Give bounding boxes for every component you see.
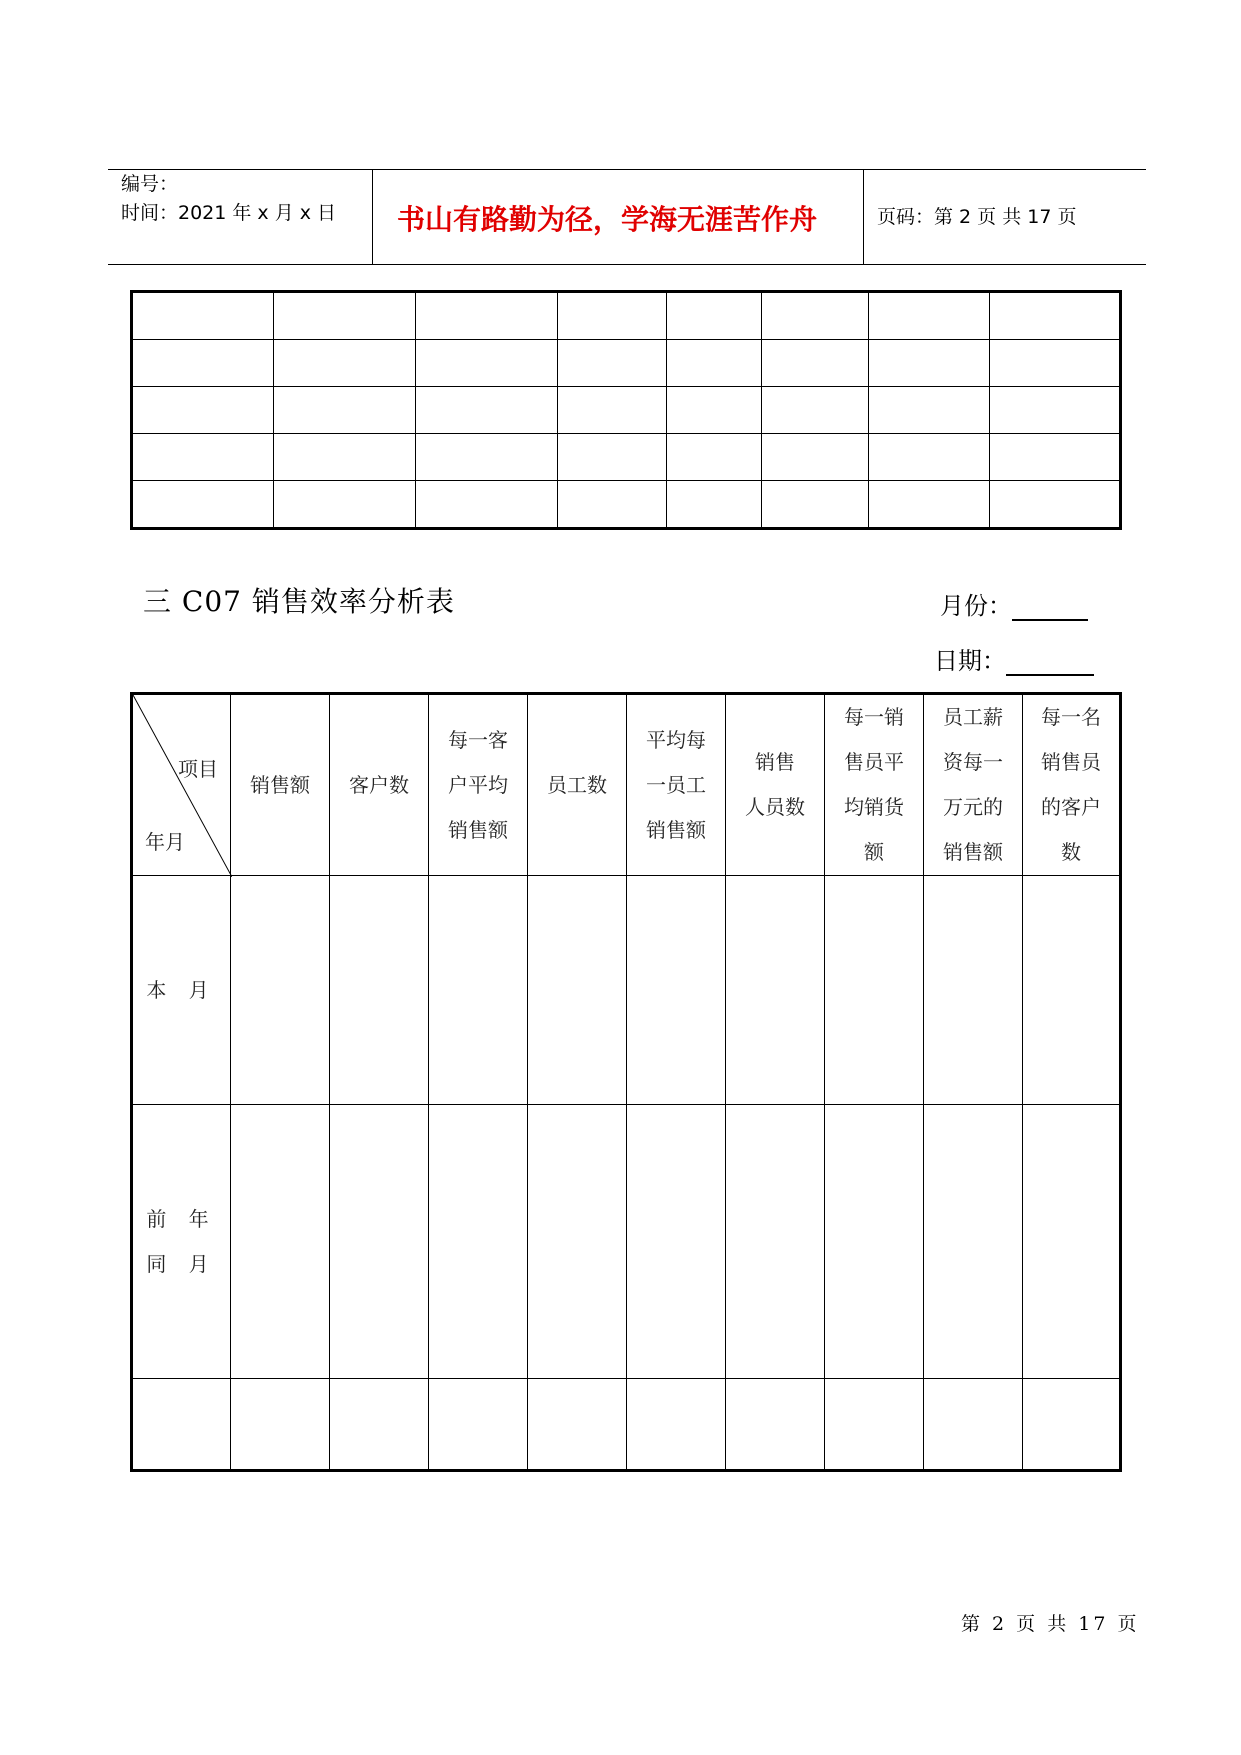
data-cell[interactable] (231, 1105, 330, 1379)
data-cell[interactable] (429, 1105, 528, 1379)
row-label (132, 1379, 231, 1471)
blank-cell (869, 387, 990, 434)
corner-header-cell (132, 694, 231, 876)
blank-cell (416, 387, 558, 434)
header-bottom-rule (108, 264, 1146, 265)
header-page-number: 页码：第 2 页 共 17 页 (877, 206, 1077, 228)
blank-cell (274, 292, 416, 340)
blank-cell (558, 387, 667, 434)
serial-number-label: 编号： (121, 173, 179, 195)
date-field (934, 641, 1094, 676)
data-cell[interactable] (726, 876, 825, 1105)
data-cell[interactable] (825, 1105, 924, 1379)
header-top-rule (108, 169, 1146, 170)
blank-cell (132, 340, 274, 387)
column-header: 员工薪 资每一 万元的 销售额 (924, 694, 1023, 876)
blank-cell (132, 434, 274, 481)
blank-cell (274, 387, 416, 434)
data-cell[interactable] (1023, 876, 1121, 1105)
blank-cell (416, 434, 558, 481)
blank-cell (869, 340, 990, 387)
blank-cell (274, 481, 416, 529)
blank-cell (869, 481, 990, 529)
blank-cell (990, 387, 1121, 434)
data-cell[interactable] (627, 1105, 726, 1379)
blank-cell (274, 340, 416, 387)
blank-cell (762, 292, 869, 340)
continuation-table (130, 290, 1122, 530)
blank-cell (990, 434, 1121, 481)
column-header: 每一销 售员平 均销货 额 (825, 694, 924, 876)
blank-cell (667, 340, 762, 387)
data-cell[interactable] (528, 1379, 627, 1471)
column-header: 平均每 一员工 销售额 (627, 694, 726, 876)
table-row (132, 387, 1121, 434)
document-date: 时间：2021 年 x 月 x 日 (121, 202, 337, 224)
data-cell[interactable] (825, 1379, 924, 1471)
header-divider-left (372, 170, 373, 264)
column-header: 每一客 户平均 销售额 (429, 694, 528, 876)
blank-cell (990, 292, 1121, 340)
blank-cell (274, 434, 416, 481)
table-row (132, 1105, 1121, 1379)
blank-cell (762, 434, 869, 481)
table-row (132, 876, 1121, 1105)
date-label: 日期： (934, 647, 1006, 675)
data-cell[interactable] (924, 1105, 1023, 1379)
blank-cell (416, 481, 558, 529)
blank-cell (132, 292, 274, 340)
blank-cell (667, 292, 762, 340)
data-cell[interactable] (231, 1379, 330, 1471)
data-cell[interactable] (330, 876, 429, 1105)
table-row (132, 434, 1121, 481)
month-blank (1012, 593, 1088, 621)
blank-cell (990, 340, 1121, 387)
sales-efficiency-table (130, 692, 1122, 1472)
data-cell[interactable] (627, 1379, 726, 1471)
blank-cell (416, 340, 558, 387)
table-row (132, 340, 1121, 387)
data-cell[interactable] (825, 876, 924, 1105)
data-cell[interactable] (429, 1379, 528, 1471)
blank-cell (869, 434, 990, 481)
blank-cell (762, 340, 869, 387)
blank-cell (558, 292, 667, 340)
column-header: 员工数 (528, 694, 627, 876)
data-cell[interactable] (231, 876, 330, 1105)
blank-cell (667, 434, 762, 481)
data-cell[interactable] (627, 876, 726, 1105)
blank-cell (558, 340, 667, 387)
column-header: 客户数 (330, 694, 429, 876)
blank-cell (667, 481, 762, 529)
table-row (132, 481, 1121, 529)
column-header: 每一名 销售员 的客户 数 (1023, 694, 1121, 876)
data-cell[interactable] (924, 1379, 1023, 1471)
blank-cell (990, 481, 1121, 529)
data-cell[interactable] (726, 1105, 825, 1379)
month-field (940, 586, 1088, 621)
corner-item-label: 项目 (178, 757, 218, 781)
data-cell[interactable] (528, 876, 627, 1105)
row-label: 前 年 同 月 (132, 1105, 231, 1379)
section-title: 三 C07 销售效率分析表 (143, 585, 455, 618)
data-cell[interactable] (726, 1379, 825, 1471)
corner-yearmonth-label: 年月 (145, 830, 185, 854)
column-header: 销售 人员数 (726, 694, 825, 876)
header-divider-right (863, 170, 864, 264)
footer-page-number: 第 2 页 共 17 页 (961, 1613, 1140, 1635)
data-cell[interactable] (429, 876, 528, 1105)
row-label: 本 月 (132, 876, 231, 1105)
data-cell[interactable] (528, 1105, 627, 1379)
blank-cell (416, 292, 558, 340)
data-cell[interactable] (924, 876, 1023, 1105)
table-row (132, 292, 1121, 340)
blank-cell (762, 481, 869, 529)
blank-cell (762, 387, 869, 434)
header-motto: 书山有路勤为径，学海无涯苦作舟 (397, 203, 818, 236)
blank-cell (558, 481, 667, 529)
table-row (132, 1379, 1121, 1471)
blank-cell (869, 292, 990, 340)
column-header: 销售额 (231, 694, 330, 876)
blank-cell (132, 387, 274, 434)
blank-cell (667, 387, 762, 434)
month-label: 月份： (940, 592, 1012, 620)
data-cell[interactable] (330, 1379, 429, 1471)
blank-cell (558, 434, 667, 481)
data-cell[interactable] (1023, 1379, 1121, 1471)
data-cell[interactable] (330, 1105, 429, 1379)
data-cell[interactable] (1023, 1105, 1121, 1379)
blank-cell (132, 481, 274, 529)
date-blank (1006, 648, 1094, 676)
